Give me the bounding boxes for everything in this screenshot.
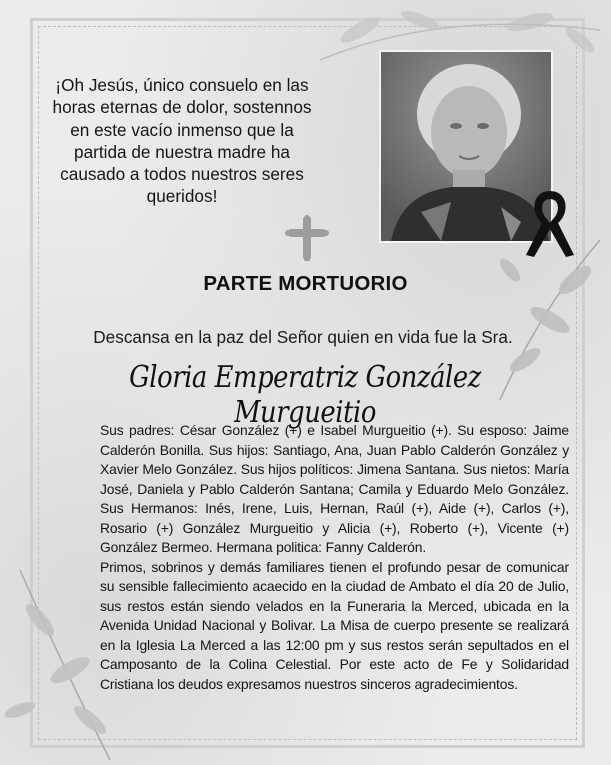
- obituary-heading: PARTE MORTUORIO: [203, 272, 408, 295]
- family-paragraph: Sus padres: César González (+) e Isabel Murgueitio (+). Su esposo: Jaime Calderón Bonilla. Sus hijos: Santiago, Ana, Juan Pablo Calderón González y Xavier Melo González. Sus hijos políticos: Jimena Santana. Sus nietos: María José, Daniela y Pablo Calderón Santana; Camila y Eduardo Melo González. Sus Hermanos: Inés, Irene, Luis, Hernan, Raúl (+), Aide (+), Carlos (+), Rosario (+) González Murgueitio y Alicia (+), Roberto (+), Vicente (+) González Bermeo. Hermana politica: Fanny Calderón.: [100, 422, 569, 555]
- mourning-ribbon-icon: [520, 183, 582, 258]
- prayer-text: ¡Oh Jesús, único consuelo en las horas eternas de dolor, sostennos en este vacío inmenso que la partida de nuestra madre ha causado a todos nuestros seres queridos!: [52, 75, 312, 207]
- intro-line: Descansa en la paz del Señor quien en vida fue la Sra.: [93, 327, 513, 347]
- obituary-body: [100, 421, 569, 694]
- cross-icon: [285, 215, 329, 261]
- notice-paragraph: Primos, sobrinos y demás familiares tienen el profundo pesar de comunicar su sensible fallecimiento acaecido en la ciudad de Ambato el día 20 de Julio, sus restos están siendo velados en la Funeraria la Merced, ubicada en la Avenida Unidad Nacional y Bolivar. La Misa de cuerpo presente se realizará en la Iglesia La Merced a las 12:00 pm y sus restos serán sepultados en el Camposanto de la Colina Celestial. Por este acto de Fe y Solidaridad Cristiana los deudos expresamos nuestros sinceros agradecimientos.: [100, 558, 569, 692]
- deceased-name: Gloria Emperatriz González Murgueitio: [129, 360, 481, 430]
